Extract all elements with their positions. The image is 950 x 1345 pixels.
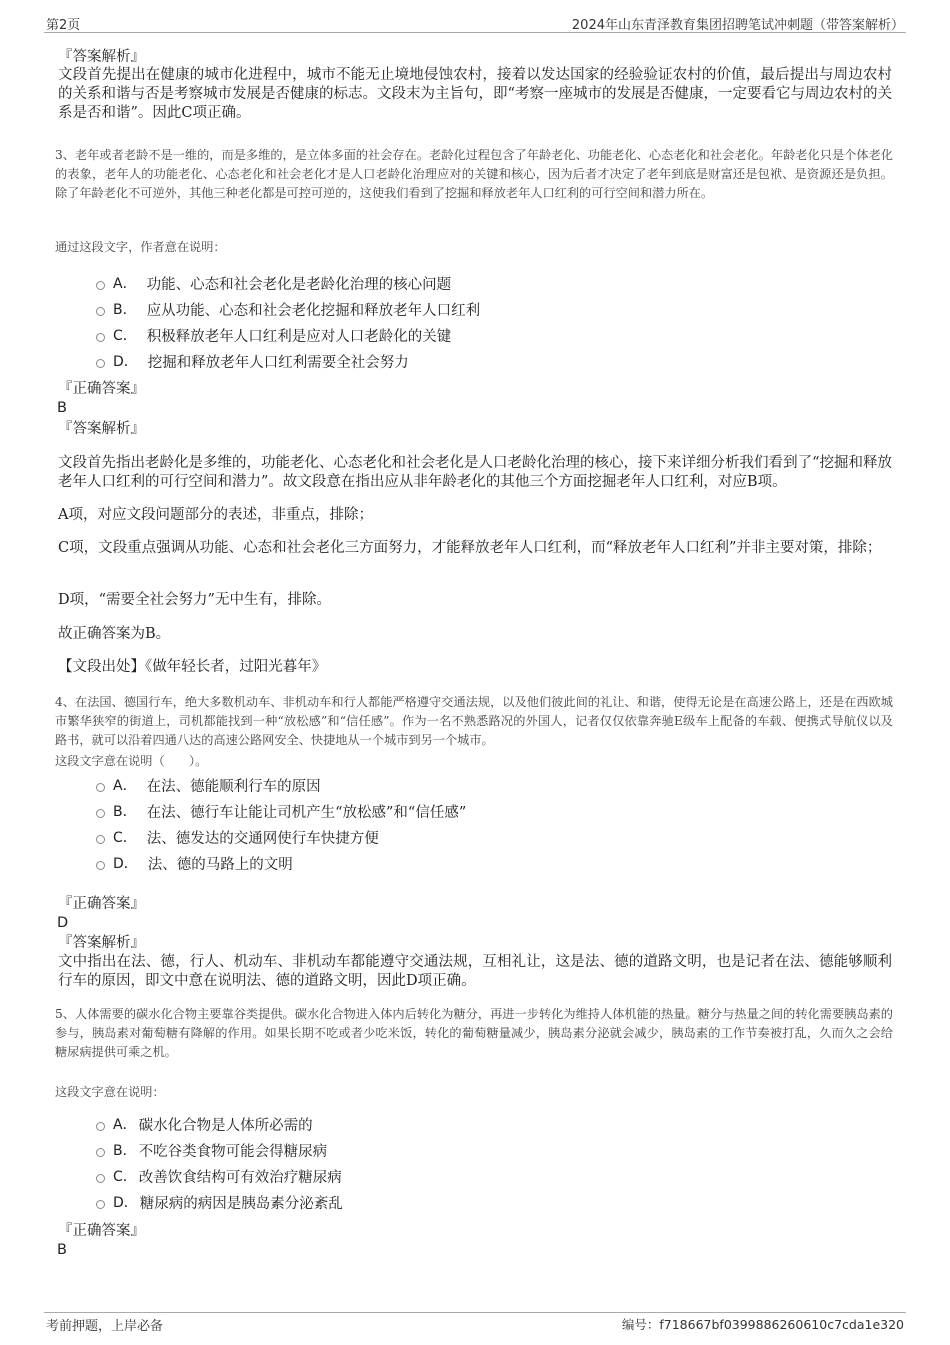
radio-icon[interactable] (96, 359, 105, 368)
radio-icon[interactable] (96, 281, 105, 290)
option-label: B． (113, 804, 137, 820)
option-label: C． (113, 328, 137, 344)
q3-option-a[interactable] (96, 272, 451, 294)
q3-analysis-p5: 故正确答案为B。 (58, 626, 171, 642)
option-text: 在法、德能顺利行车的原因 (146, 778, 321, 795)
radio-icon[interactable] (96, 861, 105, 870)
option-label: A． (113, 778, 137, 794)
q4-option-d[interactable] (96, 852, 293, 874)
radio-icon[interactable] (96, 783, 105, 792)
option-text: 挖掘和释放老年人口红利需要全社会努力 (147, 354, 409, 371)
q5-answer: B (57, 1242, 67, 1258)
q4-answer: D (57, 915, 69, 931)
option-text: 碳水化合物是人体所必需的 (138, 1117, 313, 1134)
radio-icon[interactable] (96, 1174, 105, 1183)
option-label: D． (113, 1195, 138, 1211)
option-label: D． (113, 354, 138, 370)
q5-option-a[interactable] (96, 1113, 313, 1135)
q3-option-c[interactable] (96, 324, 451, 346)
option-text: 积极释放老年人口红利是应对人口老龄化的关键 (146, 328, 452, 345)
q4-prompt: 这段文字意在说明（ ）。 (55, 754, 208, 768)
option-label: D． (113, 856, 138, 872)
q5-option-d[interactable] (96, 1191, 343, 1213)
q3-source: 【文段出处】《做年轻长者，过阳光暮年》 (58, 659, 327, 675)
q5-stem: 5、人体需要的碳水化合物主要靠谷类提供。碳水化合物进入体内后转化为糖分，再进一步转化为维持人体机能的热量。糖分与热量之间的转化需要胰岛素的参与，胰岛素对葡萄糖有降解的作用。如果长期不吃或者少吃米饭，转化的葡萄糖量减少，胰岛素分泌就会减少，胰岛素的工作节奏被打乱，久而久之会给糖尿病提供可乘之机。 (55, 1007, 893, 1059)
radio-icon[interactable] (96, 1122, 105, 1131)
correct-answer-label: 『正确答案』 (58, 896, 145, 912)
option-text: 法、德发达的交通网使行车快捷方便 (146, 830, 379, 847)
option-label: C． (113, 830, 137, 846)
q4-option-b[interactable] (96, 800, 466, 822)
option-text: 糖尿病的病因是胰岛素分泌紊乱 (139, 1195, 343, 1212)
q4-option-c[interactable] (96, 826, 379, 848)
correct-answer-label: 『正确答案』 (58, 1223, 145, 1239)
q3-analysis-p1: 文段首先指出老龄化是多维的，功能老化、心态老化和社会老化是人口老龄化治理的核心，接下来详细分析我们看到了“挖掘和释放老年人口红利的可行空间和潜力”。故文段意在指出应从非年龄老化的其他三个方面挖掘老年人口红利，对应B项。 (58, 455, 892, 490)
q3-analysis-p2: A项，对应文段问题部分的表述，非重点，排除； (58, 507, 373, 523)
q3-analysis-p3: C项，文段重点强调从功能、心态和社会老化三方面努力，才能释放老年人口红利，而“释放老年人口红利”并非主要对策，排除； (58, 540, 882, 556)
footer-slogan: 考前押题，上岸必备 (46, 1319, 164, 1334)
footer-divider (44, 1312, 906, 1313)
correct-answer-label: 『正确答案』 (58, 381, 145, 397)
q3-stem: 3、老年或者老龄不是一维的，而是多维的，是立体多面的社会存在。老龄化过程包含了年龄老化、功能老化、心态老化和社会老化。年龄老化只是个体老化的表象，老年人的功能老化、心态老化和社会老化才是人口老龄化治理应对的关键和核心，因为后者才决定了老年到底是财富还是包袱、是资源还是负担。除了年龄老化不可逆外，其他三种老化都是可控可逆的，这使我们看到了挖掘和释放老年人口红利的可行空间和潜力所在。 (55, 148, 893, 200)
radio-icon[interactable] (96, 809, 105, 818)
q3-prompt: 通过这段文字，作者意在说明： (55, 240, 226, 254)
q2-analysis-text: 文段首先提出在健康的城市化进程中，城市不能无止境地侵蚀农村，接着以发达国家的经验验证农村的价值，最后提出与周边农村的关系和谐与否是考察城市发展是否健康的标志。文段末为主旨句，即“考察一座城市的发展是否健康，一定要看它与周边农村的关系是否和谐”。因此C项正确。 (58, 67, 892, 121)
answer-analysis-label: 『答案解析』 (58, 49, 145, 65)
radio-icon[interactable] (96, 307, 105, 316)
option-label: A． (113, 1117, 137, 1133)
radio-icon[interactable] (96, 835, 105, 844)
header-divider (44, 32, 906, 33)
q3-analysis-p4: D项，“需要全社会努力”无中生有，排除。 (58, 592, 331, 608)
option-label: A． (113, 276, 137, 292)
q4-analysis-text: 文中指出在法、德，行人、机动车、非机动车都能遵守交通法规，互相礼让，这是法、德的道路文明，也是记者在法、德能够顺利行车的原因，即文中意在说明法、德的道路文明，因此D项正确。 (58, 954, 892, 989)
radio-icon[interactable] (96, 1148, 105, 1157)
option-label: B． (113, 302, 137, 318)
q5-option-b[interactable] (96, 1139, 327, 1161)
document-code: 编号：f718667bf0399886260610c7cda1e320 (621, 1317, 904, 1332)
radio-icon[interactable] (96, 333, 105, 342)
document-title: 2024年山东青泽教育集团招聘笔试冲刺题（带答案解析） (571, 18, 904, 33)
q5-prompt: 这段文字意在说明： (55, 1085, 165, 1099)
page-number: 第2页 (46, 18, 81, 33)
q5-option-c[interactable] (96, 1165, 342, 1187)
option-label: B． (113, 1143, 137, 1159)
option-text: 改善饮食结构可有效治疗糖尿病 (138, 1169, 342, 1186)
q3-answer: B (57, 400, 67, 416)
option-text: 法、德的马路上的文明 (147, 856, 293, 873)
option-text: 不吃谷类食物可能会得糖尿病 (138, 1143, 328, 1160)
q4-option-a[interactable] (96, 774, 321, 796)
q3-option-d[interactable] (96, 350, 409, 372)
option-text: 功能、心态和社会老化是老龄化治理的核心问题 (146, 276, 452, 293)
answer-analysis-label: 『答案解析』 (58, 421, 145, 437)
option-label: C． (113, 1169, 137, 1185)
option-text: 应从功能、心态和社会老化挖掘和释放老年人口红利 (146, 302, 481, 319)
option-text: 在法、德行车让能让司机产生“放松感”和“信任感” (146, 804, 467, 821)
answer-analysis-label: 『答案解析』 (58, 935, 145, 951)
radio-icon[interactable] (96, 1200, 105, 1209)
q3-option-b[interactable] (96, 298, 480, 320)
q4-stem: 4、在法国、德国行车，绝大多数机动车、非机动车和行人都能严格遵守交通法规，以及他们彼此间的礼让、和谐，使得无论是在高速公路上，还是在西欧城市繁华狭窄的街道上，司机都能找到一种“放松感”和“信任感”。作为一名不熟悉路况的外国人，记者仅仅依靠奔驰E级车上配备的车载、便携式导航仪以及路书，就可以沿着四通八达的高速公路网安全、快捷地从一个城市到另一个城市。 (55, 695, 893, 747)
